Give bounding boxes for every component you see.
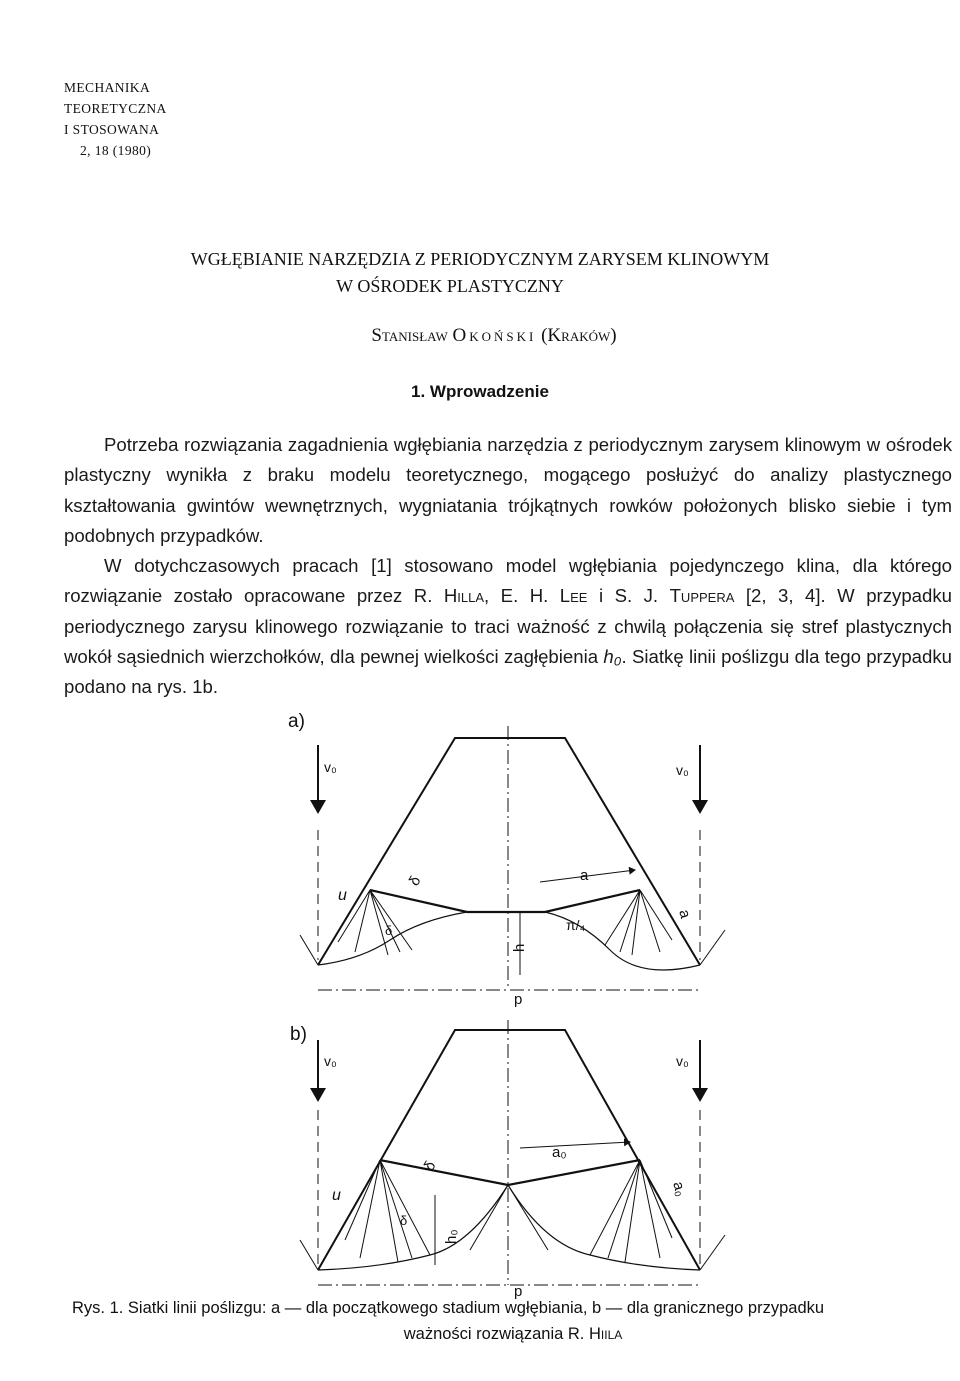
figure-a-label: a): [288, 711, 305, 732]
paragraph-2: [64, 551, 952, 702]
author-city: (Kraków): [541, 325, 617, 346]
figure-a: [288, 711, 725, 1008]
u-label-b: u: [332, 1187, 341, 1204]
edge-left-a: [300, 935, 318, 965]
author-line: [0, 325, 960, 347]
v0-label-right-b: v₀: [676, 1053, 689, 1069]
delta-label-b2: δ: [400, 1213, 408, 1228]
paragraph-1: Potrzeba rozwiązania zagadnienia wgłębiania narzędzia z periodycznym zarysem klinowym w ośrodek plastyczny wynikła z braku modelu teoretycznego, mogącego posłużyć do analizy plastycznego kształtowania gwintów wewnętrznych, wygniatania trójkątnych rowków położonych blisko siebie i tym podobnych przypadków.: [64, 434, 952, 546]
paper-title-line2: W OŚRODEK PLASTYCZNY: [336, 276, 564, 296]
body-text: [64, 430, 952, 703]
a0-label-b: a₀: [552, 1144, 567, 1161]
journal-name-line3: I STOSOWANA: [64, 122, 160, 137]
p-label-a: p: [514, 991, 523, 1008]
author-name-hill: Hilla: [443, 585, 485, 607]
paper-title-line1: WGŁĘBIANIE NARZĘDZIA Z PERIODYCZNYM ZARYSEM KLINOWYM: [190, 249, 770, 269]
delta-label-a2: δ: [385, 923, 393, 938]
delta-label-b: δ: [420, 1158, 440, 1174]
edge-right-b: [700, 1235, 725, 1270]
journal-name-line1: MECHANIKA: [64, 80, 151, 95]
a0-dimension-b: [520, 1142, 630, 1148]
a-label-a2: a: [675, 907, 694, 921]
slip-arc-left-b: [318, 1185, 508, 1270]
slip-lines-left-a: [338, 890, 412, 955]
journal-name-line2: TEORETYCZNA: [64, 101, 167, 116]
pi4-label-a: π/₄: [566, 917, 586, 933]
delta-label-a: δ: [405, 873, 425, 889]
edge-left-b: [300, 1240, 318, 1270]
u-label-a: u: [338, 887, 347, 904]
caption-line1: Rys. 1. Siatki linii poślizgu: a — dla początkowego stadium wgłębiania, b — dla granicznego przypadku: [72, 1299, 825, 1317]
caption-line2: [72, 1321, 954, 1347]
figure-caption: [72, 1295, 954, 1347]
paragraph-2-part-c: i S. J.: [587, 585, 670, 607]
author-last-name: Okoński: [452, 325, 537, 346]
slip-lines-center-b: [470, 1185, 548, 1250]
free-surface-a: [370, 890, 640, 912]
journal-issue: 2, 18 (1980): [80, 143, 152, 158]
slip-lines-right-b: [590, 1160, 672, 1262]
journal-header: [64, 77, 167, 161]
slip-lines-left-b: [345, 1160, 430, 1262]
paper-title: [0, 246, 960, 300]
h-label-a: h: [511, 943, 528, 952]
section-heading: 1. Wprowadzenie: [411, 382, 549, 401]
figure-b-label: b): [290, 1024, 307, 1045]
paragraph-2-part-a: W dotychczasowych pracach [1] stosowano model wgłębiania pojedynczego klina, dla którego rozwiązanie zostało opracowane przez R.: [64, 555, 952, 607]
author-name-tupper: Tuppera: [669, 585, 735, 607]
slip-line-figure: [0, 700, 960, 1300]
paragraph-2-part-d: [2, 3, 4]. W przypadku periodycznego zarysu klinowego rozwiązanie to traci ważność z chwilą połączenia się stref plastycznych wokół sąsiednich wierzchołków, dla pewnej wielkości zagłębienia: [64, 585, 952, 668]
tool-outline-a: [318, 738, 700, 965]
v0-label-right-a: v₀: [676, 762, 689, 778]
v0-label-left-a: v₀: [324, 759, 337, 775]
free-surface-b: [380, 1160, 640, 1185]
paragraph-2-part-e: . Siatkę linii poślizgu dla tego przypadku podano na rys. 1b.: [64, 646, 952, 698]
caption-line2-text: ważności rozwiązania R.: [403, 1325, 589, 1343]
p-label-b: p: [514, 1283, 523, 1300]
tool-outline-b: [318, 1030, 700, 1270]
author-first-name: Stanisław: [371, 325, 448, 346]
a0-label-b2: a₀: [669, 1179, 690, 1199]
author-name-lee: Lee: [559, 585, 588, 607]
figure-b: [290, 1020, 725, 1300]
edge-right-a: [700, 930, 725, 965]
paragraph-2-part-b: , E. H.: [484, 585, 560, 607]
v0-label-left-b: v₀: [324, 1053, 337, 1069]
h0-label-b: h₀: [443, 1229, 460, 1244]
a-label-a: a: [580, 867, 589, 884]
symbol-h0: h₀: [603, 646, 622, 668]
caption-author-hill: Hiila: [588, 1325, 623, 1343]
